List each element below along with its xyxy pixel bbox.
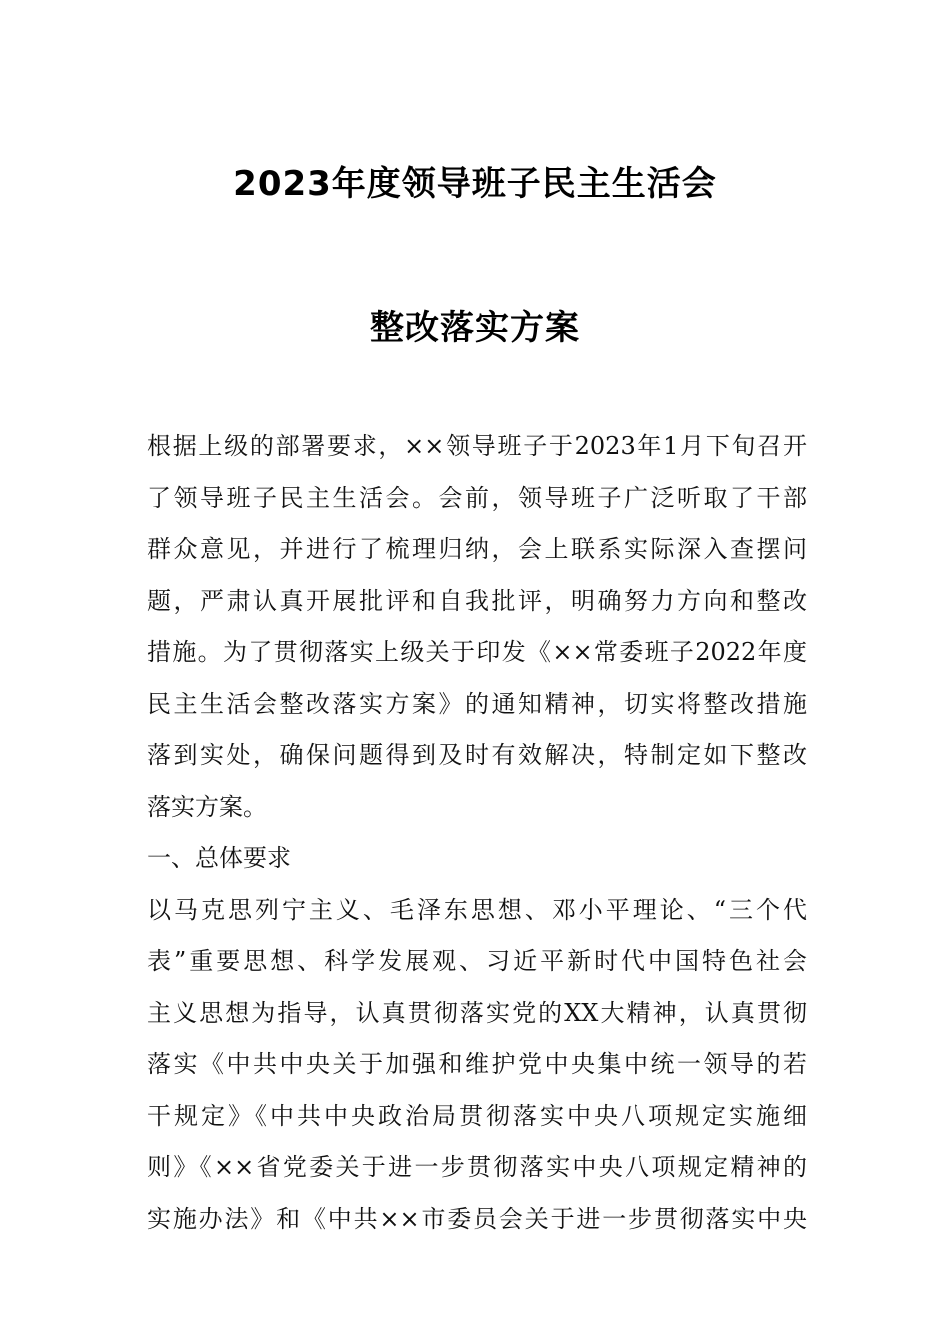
body-line: 表”重要思想、科学发展观、习近平新时代中国特色社会: [147, 947, 807, 975]
body-line: 了领导班子民主生活会。会前，领导班子广泛听取了干部: [147, 483, 807, 512]
section-heading: 一、总体要求: [147, 844, 291, 872]
document-body: [147, 421, 807, 1245]
body-line: 民主生活会整改落实方案》的通知精神，切实将整改措施: [147, 689, 807, 718]
body-line: 根据上级的部署要求，××领导班子于2023年1月下旬召开: [147, 432, 807, 460]
body-line: 落实方案。: [147, 792, 267, 821]
body-line: 群众意见，并进行了梳理归纳，会上联系实际深入查摆问: [147, 535, 807, 563]
body-line: 主义思想为指导，认真贯彻落实党的XX大精神，认真贯彻: [147, 998, 807, 1027]
document-title-line-1: 2023年度领导班子民主生活会: [233, 164, 717, 204]
body-line: 题，严肃认真开展批评和自我批评，明确努力方向和整改: [147, 586, 807, 615]
body-line: 落实《中共中央关于加强和维护党中央集中统一领导的若: [147, 1050, 807, 1078]
body-line: 干规定》《中共中央政治局贯彻落实中央八项规定实施细: [147, 1101, 807, 1130]
body-line: 以马克思列宁主义、毛泽东思想、邓小平理论、“三个代: [147, 895, 807, 924]
document-title-line-2: 整改落实方案: [370, 308, 580, 348]
body-line: 措施。为了贯彻落实上级关于印发《××常委班子2022年度: [147, 638, 807, 666]
body-line: 落到实处，确保问题得到及时有效解决，特制定如下整改: [147, 741, 807, 769]
body-line: 则》《××省党委关于进一步贯彻落实中央八项规定精神的: [147, 1153, 807, 1181]
body-line: 实施办法》和《中共××市委员会关于进一步贯彻落实中央: [147, 1204, 807, 1233]
